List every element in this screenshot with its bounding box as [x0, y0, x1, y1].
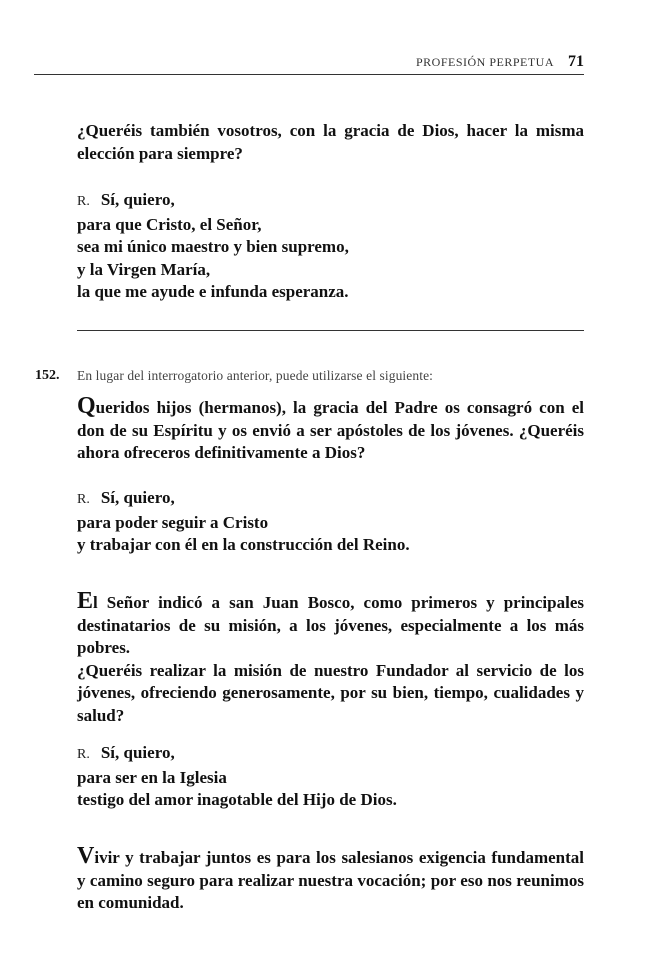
question-1-text: ¿Queréis también vosotros, con la gracia de Dios, hacer la misma elección para siempre? [77, 121, 584, 163]
response-1 [77, 189, 584, 304]
response-2-line-3: y trabajar con él en la construcción del Reino. [77, 535, 410, 554]
question-3-para-1: El Señor indicó a san Juan Bosco, como primeros y principales destinatarios de su misión, a los jóvenes, especialmente a los más pobres. [77, 588, 584, 657]
page-number: 71 [568, 53, 584, 70]
response-marker: R. [77, 492, 90, 507]
question-1 [77, 120, 584, 165]
response-1-line-2: para que Cristo, el Señor, [77, 214, 262, 234]
response-2 [77, 487, 584, 557]
question-4-text: ivir y trabajar juntos es para los salesianos exigencia fundamental y camino seguro para realizar nuestra vocación; por eso nos reunimos en comunidad. [77, 848, 584, 912]
response-3-line-3: testigo del amor inagotable del Hijo de Dios. [77, 790, 397, 809]
response-2-line-2: para poder seguir a Cristo [77, 512, 269, 532]
paragraph-number: 152. [35, 368, 60, 383]
response-1-line-1: R. Sí, quiero, [77, 190, 175, 209]
question-3-para-2: ¿Queréis realizar la misión de nuestro Fundador al servicio de los jóvenes, ofreciendo generosamente, por su bien, tiempo, cualidades y salud? [77, 660, 584, 725]
response-1-line-4: y la Virgen María, [77, 259, 211, 279]
question-4 [77, 843, 584, 915]
running-header [34, 52, 584, 75]
response-3-line-1: R. Sí, quiero, [77, 743, 175, 762]
drop-initial-v: V [77, 843, 95, 869]
response-marker: R. [77, 747, 90, 762]
response-marker: R. [77, 194, 90, 209]
response-1-line-3: sea mi único maestro y bien supremo, [77, 237, 349, 256]
question-2 [77, 393, 584, 465]
response-3 [77, 742, 584, 812]
running-header-title: PROFESIÓN PERPETUA [415, 55, 554, 69]
rubric-instruction: En lugar del interrogatorio anterior, puede utilizarse el siguiente: [77, 368, 434, 383]
question-2-text: ueridos hijos (hermanos), la gracia del Padre os consagró con el don de su Espíritu y os envió a ser apóstoles de los jóvenes. ¿Queréis ahora ofreceros definitivamente a Dios? [77, 398, 584, 462]
question-3 [77, 588, 584, 727]
section-divider [77, 330, 584, 331]
drop-initial-e: E [77, 588, 94, 614]
response-3-line-2: para ser en la Iglesia [77, 767, 227, 787]
response-1-line-5: la que me ayude e infunda esperanza. [77, 282, 349, 301]
drop-initial-q: Q [77, 393, 96, 419]
response-2-line-1: R. Sí, quiero, [77, 488, 175, 507]
